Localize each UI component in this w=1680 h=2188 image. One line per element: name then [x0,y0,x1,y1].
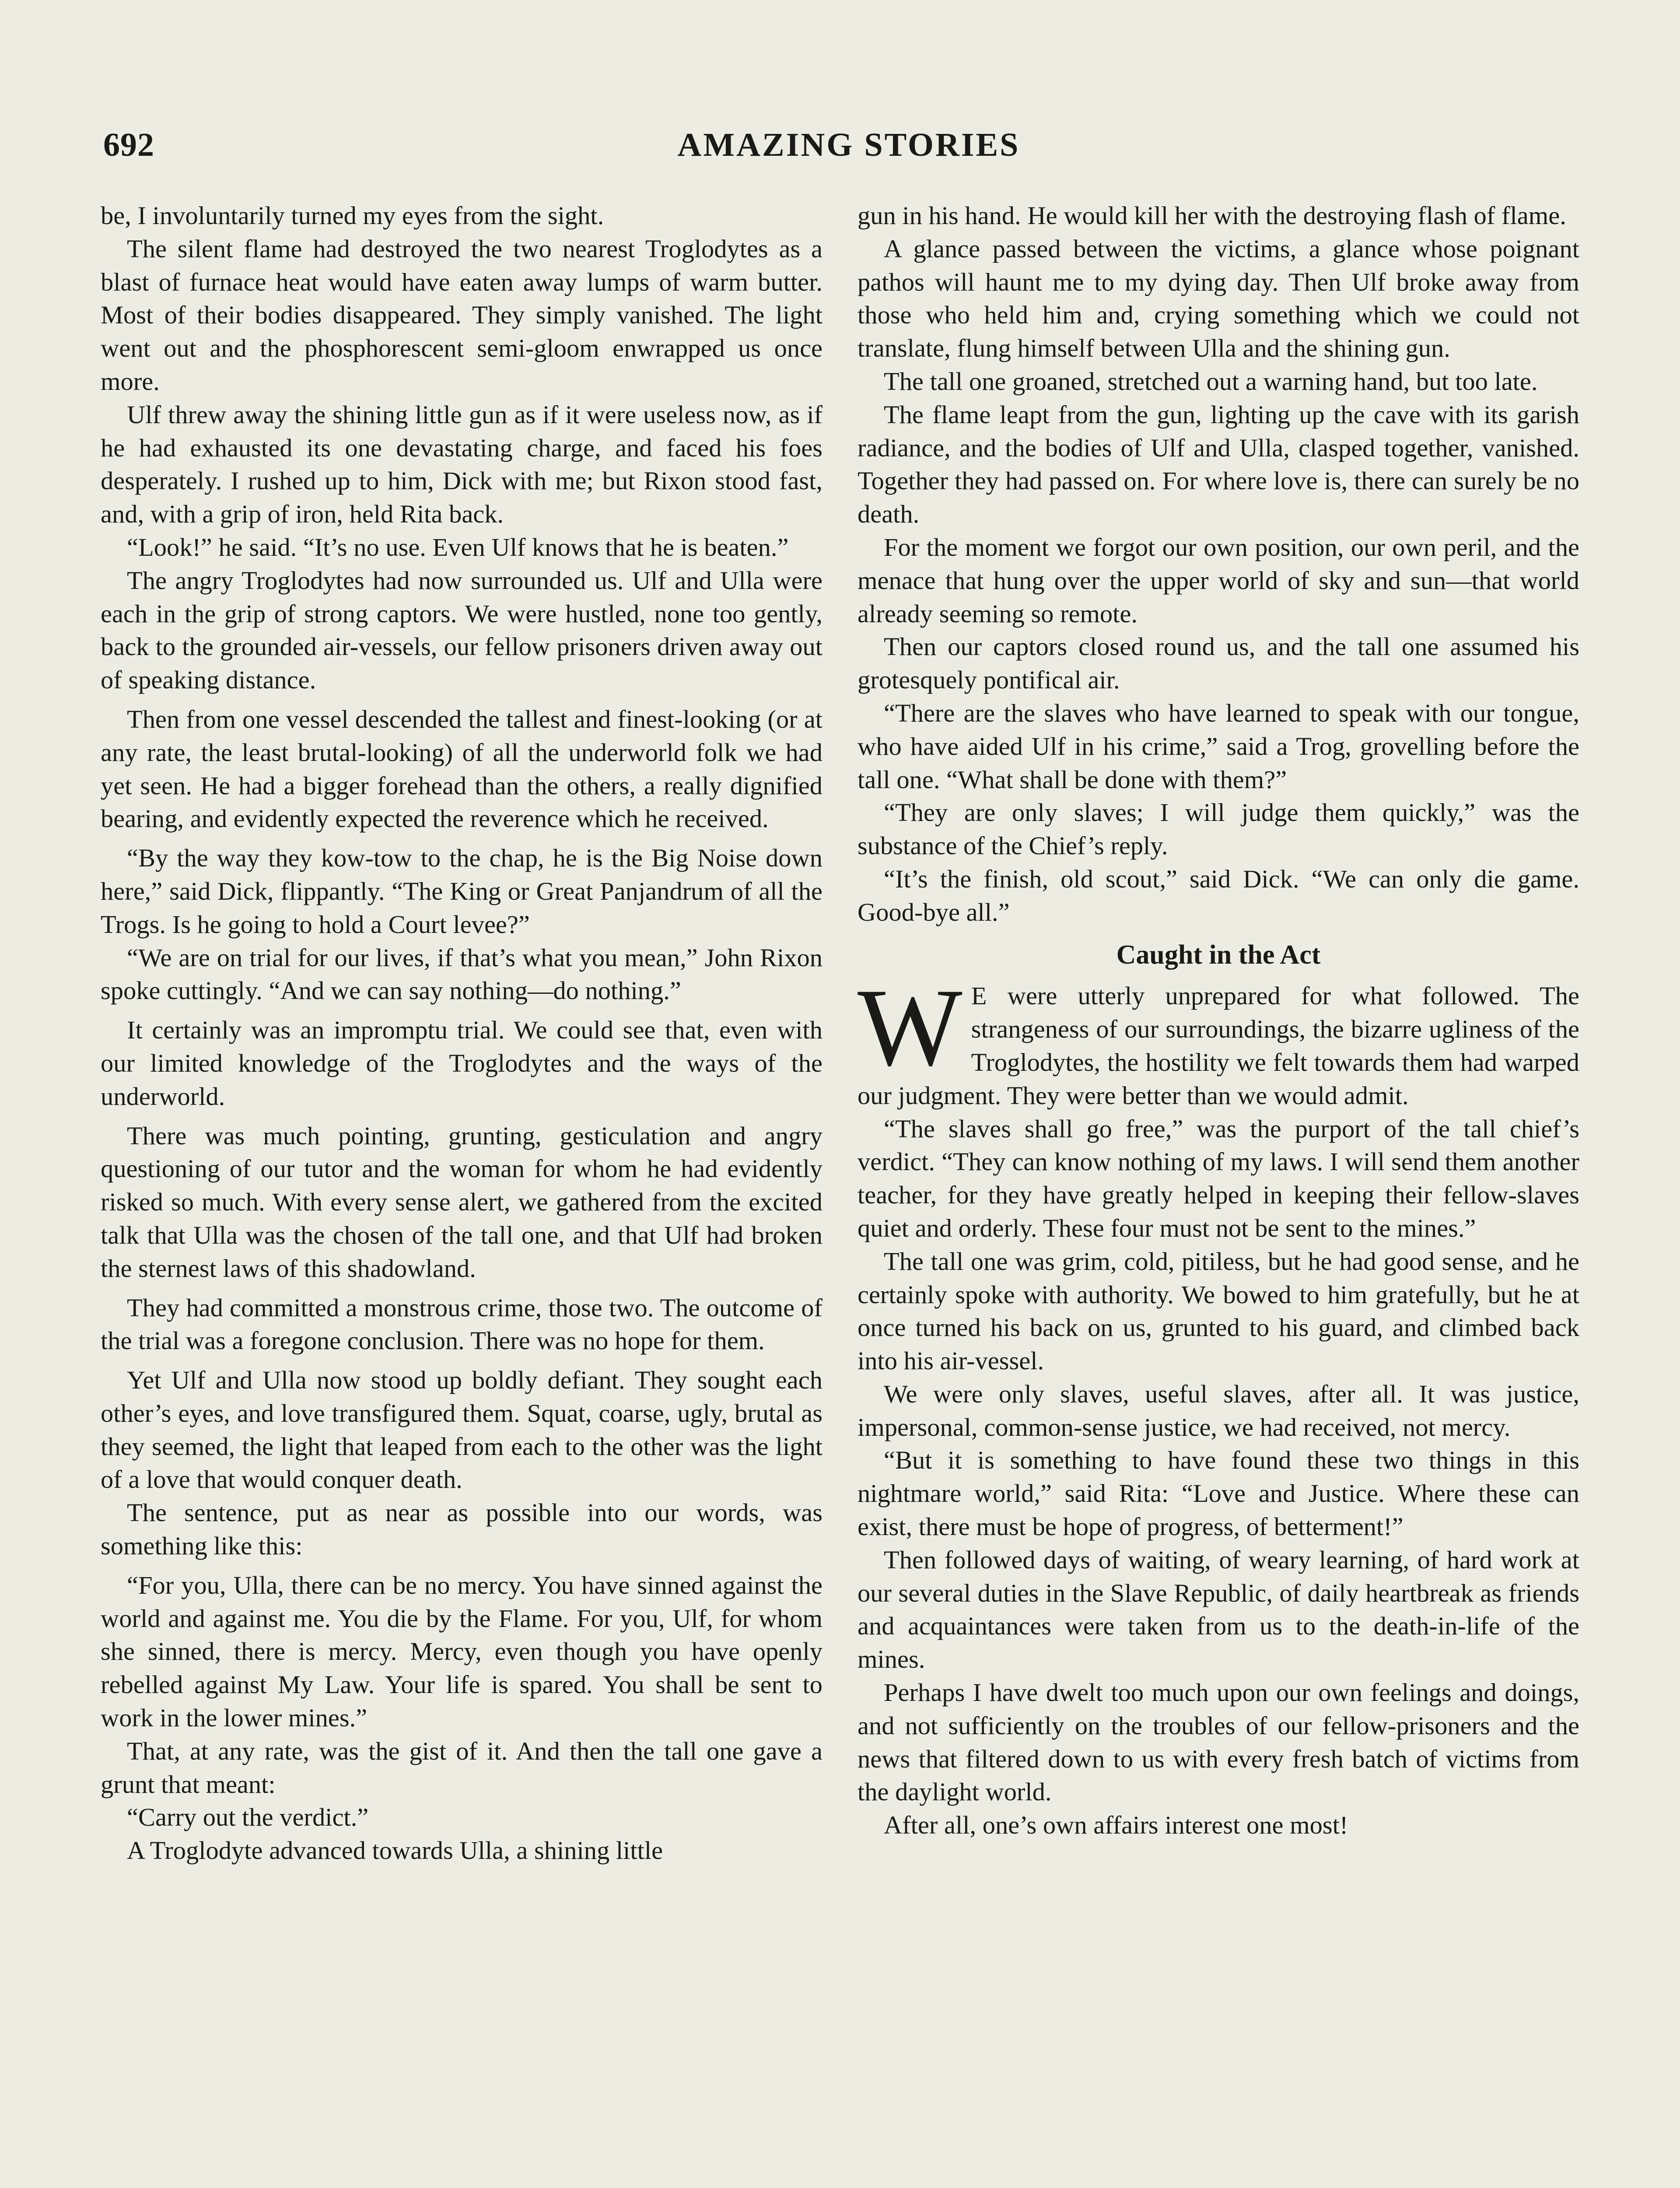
paragraph: Perhaps I have dwelt too much upon our own feelings and doings, and not sufficiently on the troubles of our fellow-prisoners and the news that filtered down to us with every fresh batch of victims from the daylight world. [858,1678,1579,1806]
paragraph: Yet Ulf and Ulla now stood up boldly defiant. They sought each other’s eyes, and love transfigured them. Squat, coarse, ugly, brutal as they seemed, the light that leaped from each to the other was the light of a love that would conquer death. [101,1366,822,1494]
drop-cap-letter: W [858,966,962,1089]
paragraph: After all, one’s own affairs interest one most! [884,1811,1348,1840]
paragraph: “By the way they kow-tow to the chap, he is the Big Noise down here,” said Dick, flippantly. “The King or Great Panjandrum of all the Trogs. Is he going to hold a Court levee?” [101,844,822,939]
paragraph: For the moment we forgot our own position, our own peril, and the menace that hung over the upper world of sky and sun—that world already seeming so remote. [858,533,1579,628]
paragraph: They had committed a monstrous crime, those two. The outcome of the trial was a foregone conclusion. There was no hope for them. [101,1293,822,1355]
paragraph: “It’s the finish, old scout,” said Dick. “We can only die game. Good-bye all.” [858,864,1579,926]
paragraph: “Carry out the verdict.” [127,1803,369,1832]
paragraph: A Troglodyte advanced towards Ulla, a shining little [127,1836,663,1865]
paragraph: gun in his hand. He would kill her with the destroying flash of flame. [858,201,1566,230]
page-number: 692 [103,126,154,163]
left-column [101,199,822,2188]
paragraph: “For you, Ulla, there can be no mercy. You have sinned against the world and against me. You die by the Flame. For you, Ulf, for whom she sinned, there is mercy. Mercy, even though you have openly rebelled against My Law. Your life is spared. You shall be sent to work in the lower mines.” [101,1571,822,1732]
paragraph: We were only slaves, useful slaves, after all. It was justice, impersonal, common-sense justice, we had received, not mercy. [858,1379,1579,1441]
paragraph: Ulf threw away the shining little gun as if it were useless now, as if he had exhausted its one devastating charge, and faced his foes desperately. I rushed up to him, Dick with me; but Rixon stood fast, and, with a grip of iron, held Rita back. [101,400,822,529]
paragraph: be, I involuntarily turned my eyes from the sight. [101,201,604,230]
paragraph: Then our captors closed round us, and the tall one assumed his grotesquely pontifical air. [858,632,1579,694]
paragraph: “There are the slaves who have learned to speak with our tongue, who have aided Ulf in his crime,” said a Trog, grovelling before the tall one. “What shall be done with them?” [858,698,1579,794]
paragraph: The sentence, put as near as possible into our words, was something like this: [101,1498,822,1560]
paragraph: “But it is something to have found these two things in this nightmare world,” said Rita: “Love and Justice. Where these can exist, there must be hope of progress, of betterment!” [858,1446,1579,1541]
magazine-title: AMAZING STORIES [677,126,1020,163]
paragraph: “Look!” he said. “It’s no use. Even Ulf knows that he is beaten.” [127,533,789,561]
paragraph: A glance passed between the victims, a glance whose poignant pathos will haunt me to my dying day. Then Ulf broke away from those who held him and, crying something which we could not translate, flung himself between Ulla and the shining gun. [858,234,1579,363]
drop-cap-text: E were utterly unprepared for what followed. The strangeness of our surroundings, the bizarre ugliness of the Troglodytes, the hostility we felt towards them had warped our judgment. They were better than we would admit. [858,982,1579,1110]
paragraph: The tall one was grim, cold, pitiless, but he had good sense, and he certainly spoke with authority. We bowed to him gratefully, but he at once turned his back on us, grunted to his guard, and climbed back into his air-vessel. [858,1247,1579,1375]
paragraph: The silent flame had destroyed the two nearest Troglodytes as a blast of furnace heat would have eaten away lumps of warm butter. Most of their bodies disappeared. They simply vanished. The light went out and the phosphorescent semi-gloom enwrapped us once more. [101,234,822,396]
right-column [858,199,1579,2188]
paragraph: There was much pointing, grunting, gesticulation and angry questioning of our tutor and the woman for whom he had evidently risked so much. With every sense alert, we gathered from the excited talk that Ulla was the chosen of the tall one, and that Ulf had broken the sternest laws of this shadowland. [101,1121,822,1283]
paragraph: Then from one vessel descended the tallest and finest-looking (or at any rate, the least brutal-looking) of all the underworld folk we had yet seen. He had a bigger forehead than the others, a really dignified bearing, and evidently expected the reverence which he received. [101,705,822,833]
paragraph: The flame leapt from the gun, lighting up the cave with its garish radiance, and the bodies of Ulf and Ulla, clasped together, vanished. Together they had passed on. For where love is, there can surely be no death. [858,400,1579,529]
paragraph: The angry Troglodytes had now surrounded us. Ulf and Ulla were each in the grip of strong captors. We were hustled, none too gently, back to the grounded air-vessels, our fellow prisoners driven away out of speaking distance. [101,566,822,694]
section-heading: Caught in the Act [1116,940,1321,970]
paragraph: “We are on trial for our lives, if that’s what you mean,” John Rixon spoke cuttingly. “And we can say nothing—do nothing.” [101,943,822,1005]
paragraph: The tall one groaned, stretched out a warning hand, but too late. [884,367,1538,396]
paragraph: That, at any rate, was the gist of it. And then the tall one gave a grunt that meant: [101,1736,822,1799]
drop-cap-paragraph [858,966,1579,1112]
paragraph: “They are only slaves; I will judge them quickly,” was the substance of the Chief’s reply. [858,798,1579,860]
page-header [101,126,1597,174]
paragraph: “The slaves shall go free,” was the purport of the tall chief’s verdict. “They can know nothing of my laws. I will send them another teacher, for they have greatly helped in keeping their fellow-slaves quiet and orderly. These four must not be sent to the mines.” [858,1114,1579,1242]
paragraph: It certainly was an impromptu trial. We could see that, even with our limited knowledge of the Troglodytes and the ways of the underworld. [101,1016,822,1111]
paragraph: Then followed days of waiting, of weary learning, of hard work at our several duties in the Slave Republic, of daily heartbreak as friends and acquaintances were taken from us to the death-in-life of the mines. [858,1545,1579,1674]
